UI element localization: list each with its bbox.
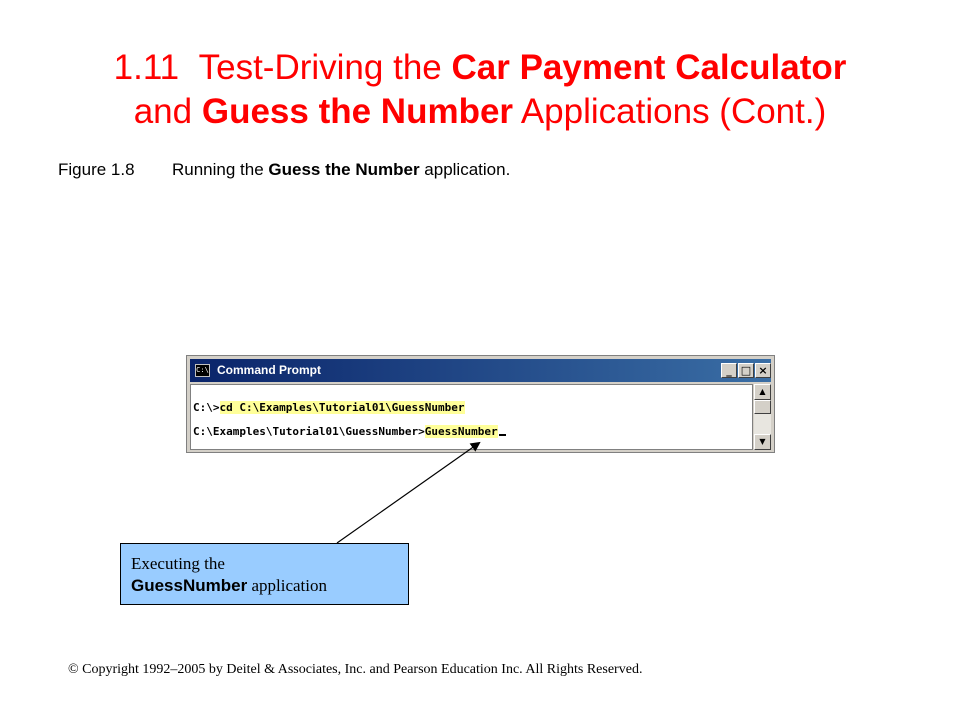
prompt-1: C:\> — [193, 401, 220, 414]
arrow-line — [337, 443, 479, 543]
callout-bold: GuessNumber — [131, 576, 248, 595]
title-text-3: Applications (Cont.) — [513, 92, 827, 131]
title-text-1: Test-Driving the — [198, 48, 452, 87]
maximize-button[interactable]: □ — [738, 363, 754, 378]
command-2: GuessNumber — [424, 425, 498, 438]
caption-text: Running the — [172, 160, 269, 179]
title-bold-1: Car Payment Calculator — [451, 48, 847, 87]
minimize-button[interactable]: _ — [721, 363, 737, 378]
figure-number: Figure 1.8 — [58, 160, 135, 179]
command-prompt-icon[interactable]: C:\ — [195, 364, 210, 377]
prompt-2: C:\Examples\Tutorial01\GuessNumber> — [193, 425, 425, 438]
callout-box — [120, 543, 409, 605]
callout-line-1: Executing the — [131, 554, 225, 573]
scroll-up-button[interactable]: ▲ — [754, 384, 771, 400]
caption-bold: Guess the Number — [268, 160, 420, 179]
window-title: Command Prompt — [217, 363, 322, 377]
caption-suffix: application. — [419, 160, 511, 179]
copyright-footer: © Copyright 1992–2005 by Deitel & Associates, Inc. and Pearson Education Inc. All Rights Reserved. — [68, 662, 643, 677]
scroll-down-button[interactable]: ▼ — [754, 434, 771, 450]
title-text-2: and — [133, 92, 202, 131]
section-number: 1.11 — [113, 48, 180, 87]
callout-suffix: application — [247, 576, 327, 595]
callout-line-2 — [131, 575, 398, 597]
close-button[interactable]: × — [755, 363, 771, 378]
title-bold-2: Guess the Number — [201, 92, 514, 131]
command-1: cd C:\Examples\Tutorial01\GuessNumber — [219, 401, 465, 414]
